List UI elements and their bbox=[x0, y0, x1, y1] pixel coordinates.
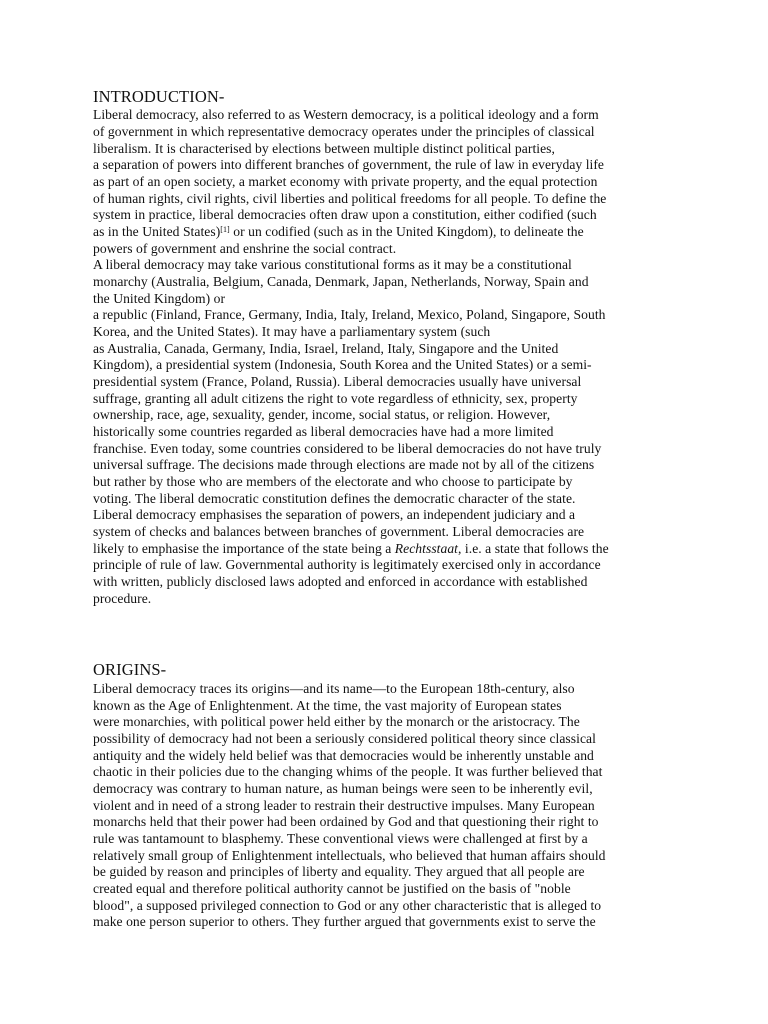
intro-line: A liberal democracy may take various constitutional forms as it may be a constitutional bbox=[93, 257, 572, 272]
origins-line: monarchs held that their power had been ordained by God and that questioning their right to bbox=[93, 814, 599, 829]
intro-line: procedure. bbox=[93, 591, 152, 606]
section-heading-origins: ORIGINS- bbox=[93, 660, 167, 679]
origins-line: were monarchies, with political power held either by the monarch or the aristocracy. The bbox=[93, 714, 580, 729]
origins-line: violent and in need of a strong leader to restrain their destructive impulses. Many European bbox=[93, 798, 595, 813]
origins-line: created equal and therefore political authority cannot be justified on the basis of "noble bbox=[93, 881, 571, 896]
origins-line: possibility of democracy had not been a seriously considered political theory since classical bbox=[93, 731, 596, 746]
intro-line: a separation of powers into different branches of government, the rule of law in everyday life bbox=[93, 157, 605, 172]
intro-line: as part of an open society, a market economy with private property, and the equal protection bbox=[93, 174, 598, 189]
intro-line: of human rights, civil rights, civil liberties and political freedoms for all people. To define the bbox=[93, 191, 607, 206]
intro-line: system in practice, liberal democracies often draw upon a constitution, either codified (such bbox=[93, 207, 597, 222]
origins-line: chaotic in their policies due to the changing whims of the people. It was further believed that bbox=[93, 764, 603, 779]
intro-line: likely to emphasise the importance of the state being a Rechtsstaat, i.e. a state that follows the bbox=[93, 541, 609, 556]
intro-line: suffrage, granting all adult citizens the right to vote regardless of ethnicity, sex, property bbox=[93, 391, 578, 406]
intro-line: of government in which representative democracy operates under the principles of classical bbox=[93, 124, 595, 139]
intro-line: Liberal democracy, also referred to as Western democracy, is a political ideology and a form bbox=[93, 107, 599, 122]
rechtsstaat-term: Rechtsstaat bbox=[394, 541, 459, 556]
intro-line: voting. The liberal democratic constitution defines the democratic character of the state. bbox=[93, 491, 576, 506]
intro-line: system of checks and balances between branches of government. Liberal democracies are bbox=[93, 524, 585, 539]
intro-line: Kingdom), a presidential system (Indonesia, South Korea and the United States) or a semi- bbox=[93, 357, 592, 372]
intro-line: the United Kingdom) or bbox=[93, 291, 226, 306]
intro-line: monarchy (Australia, Belgium, Canada, Denmark, Japan, Netherlands, Norway, Spain and bbox=[93, 274, 589, 289]
origins-line: blood", a supposed privileged connection to God or any other characteristic that is alleged to bbox=[93, 898, 602, 913]
intro-line: with written, publicly disclosed laws adopted and enforced in accordance with established bbox=[93, 574, 588, 589]
origins-line: rule was tantamount to blasphemy. These conventional views were challenged at first by a bbox=[93, 831, 588, 846]
intro-line: powers of government and enshrine the social contract. bbox=[93, 241, 397, 256]
intro-line: presidential system (France, Poland, Russia). Liberal democracies usually have universal bbox=[93, 374, 582, 389]
origins-line: be guided by reason and principles of liberty and equality. They argued that all people are bbox=[93, 864, 585, 879]
origins-line: democracy was contrary to human nature, as human beings were seen to be inherently evil, bbox=[93, 781, 593, 796]
intro-line: universal suffrage. The decisions made through elections are made not by all of the citizens bbox=[93, 457, 595, 472]
intro-line: ownership, race, age, sexuality, gender, income, social status, or religion. However, bbox=[93, 407, 551, 422]
intro-line: Liberal democracy emphasises the separation of powers, an independent judiciary and a bbox=[93, 507, 576, 522]
intro-line: historically some countries regarded as liberal democracies have had a more limited bbox=[93, 424, 554, 439]
intro-line: liberalism. It is characterised by elections between multiple distinct political parties, bbox=[93, 141, 555, 156]
intro-line: as in the United States)[1] or un codified (such as in the United Kingdom), to delineate the bbox=[93, 224, 584, 239]
intro-line: franchise. Even today, some countries considered to be liberal democracies do not have truly bbox=[93, 441, 602, 456]
origins-line: Liberal democracy traces its origins—and its name—to the European 18th-century, also bbox=[93, 681, 575, 696]
intro-line: but rather by those who are members of the electorate and who choose to participate by bbox=[93, 474, 573, 489]
intro-line: Korea, and the United States). It may have a parliamentary system (such bbox=[93, 324, 491, 339]
origins-line: make one person superior to others. They further argued that governments exist to serve the bbox=[93, 914, 596, 929]
intro-line: principle of rule of law. Governmental authority is legitimately exercised only in accordance bbox=[93, 557, 601, 572]
footnote-reference[interactable]: [1] bbox=[220, 225, 230, 234]
section-heading-introduction: INTRODUCTION- bbox=[93, 87, 225, 106]
intro-line: a republic (Finland, France, Germany, India, Italy, Ireland, Mexico, Poland, Singapore, South bbox=[93, 307, 606, 322]
origins-line: relatively small group of Enlightenment intellectuals, who believed that human affairs should bbox=[93, 848, 606, 863]
intro-line: as Australia, Canada, Germany, India, Israel, Ireland, Italy, Singapore and the United bbox=[93, 341, 559, 356]
origins-line: known as the Age of Enlightenment. At the time, the vast majority of European states bbox=[93, 698, 562, 713]
origins-line: antiquity and the widely held belief was that democracies would be inherently unstable and bbox=[93, 748, 594, 763]
